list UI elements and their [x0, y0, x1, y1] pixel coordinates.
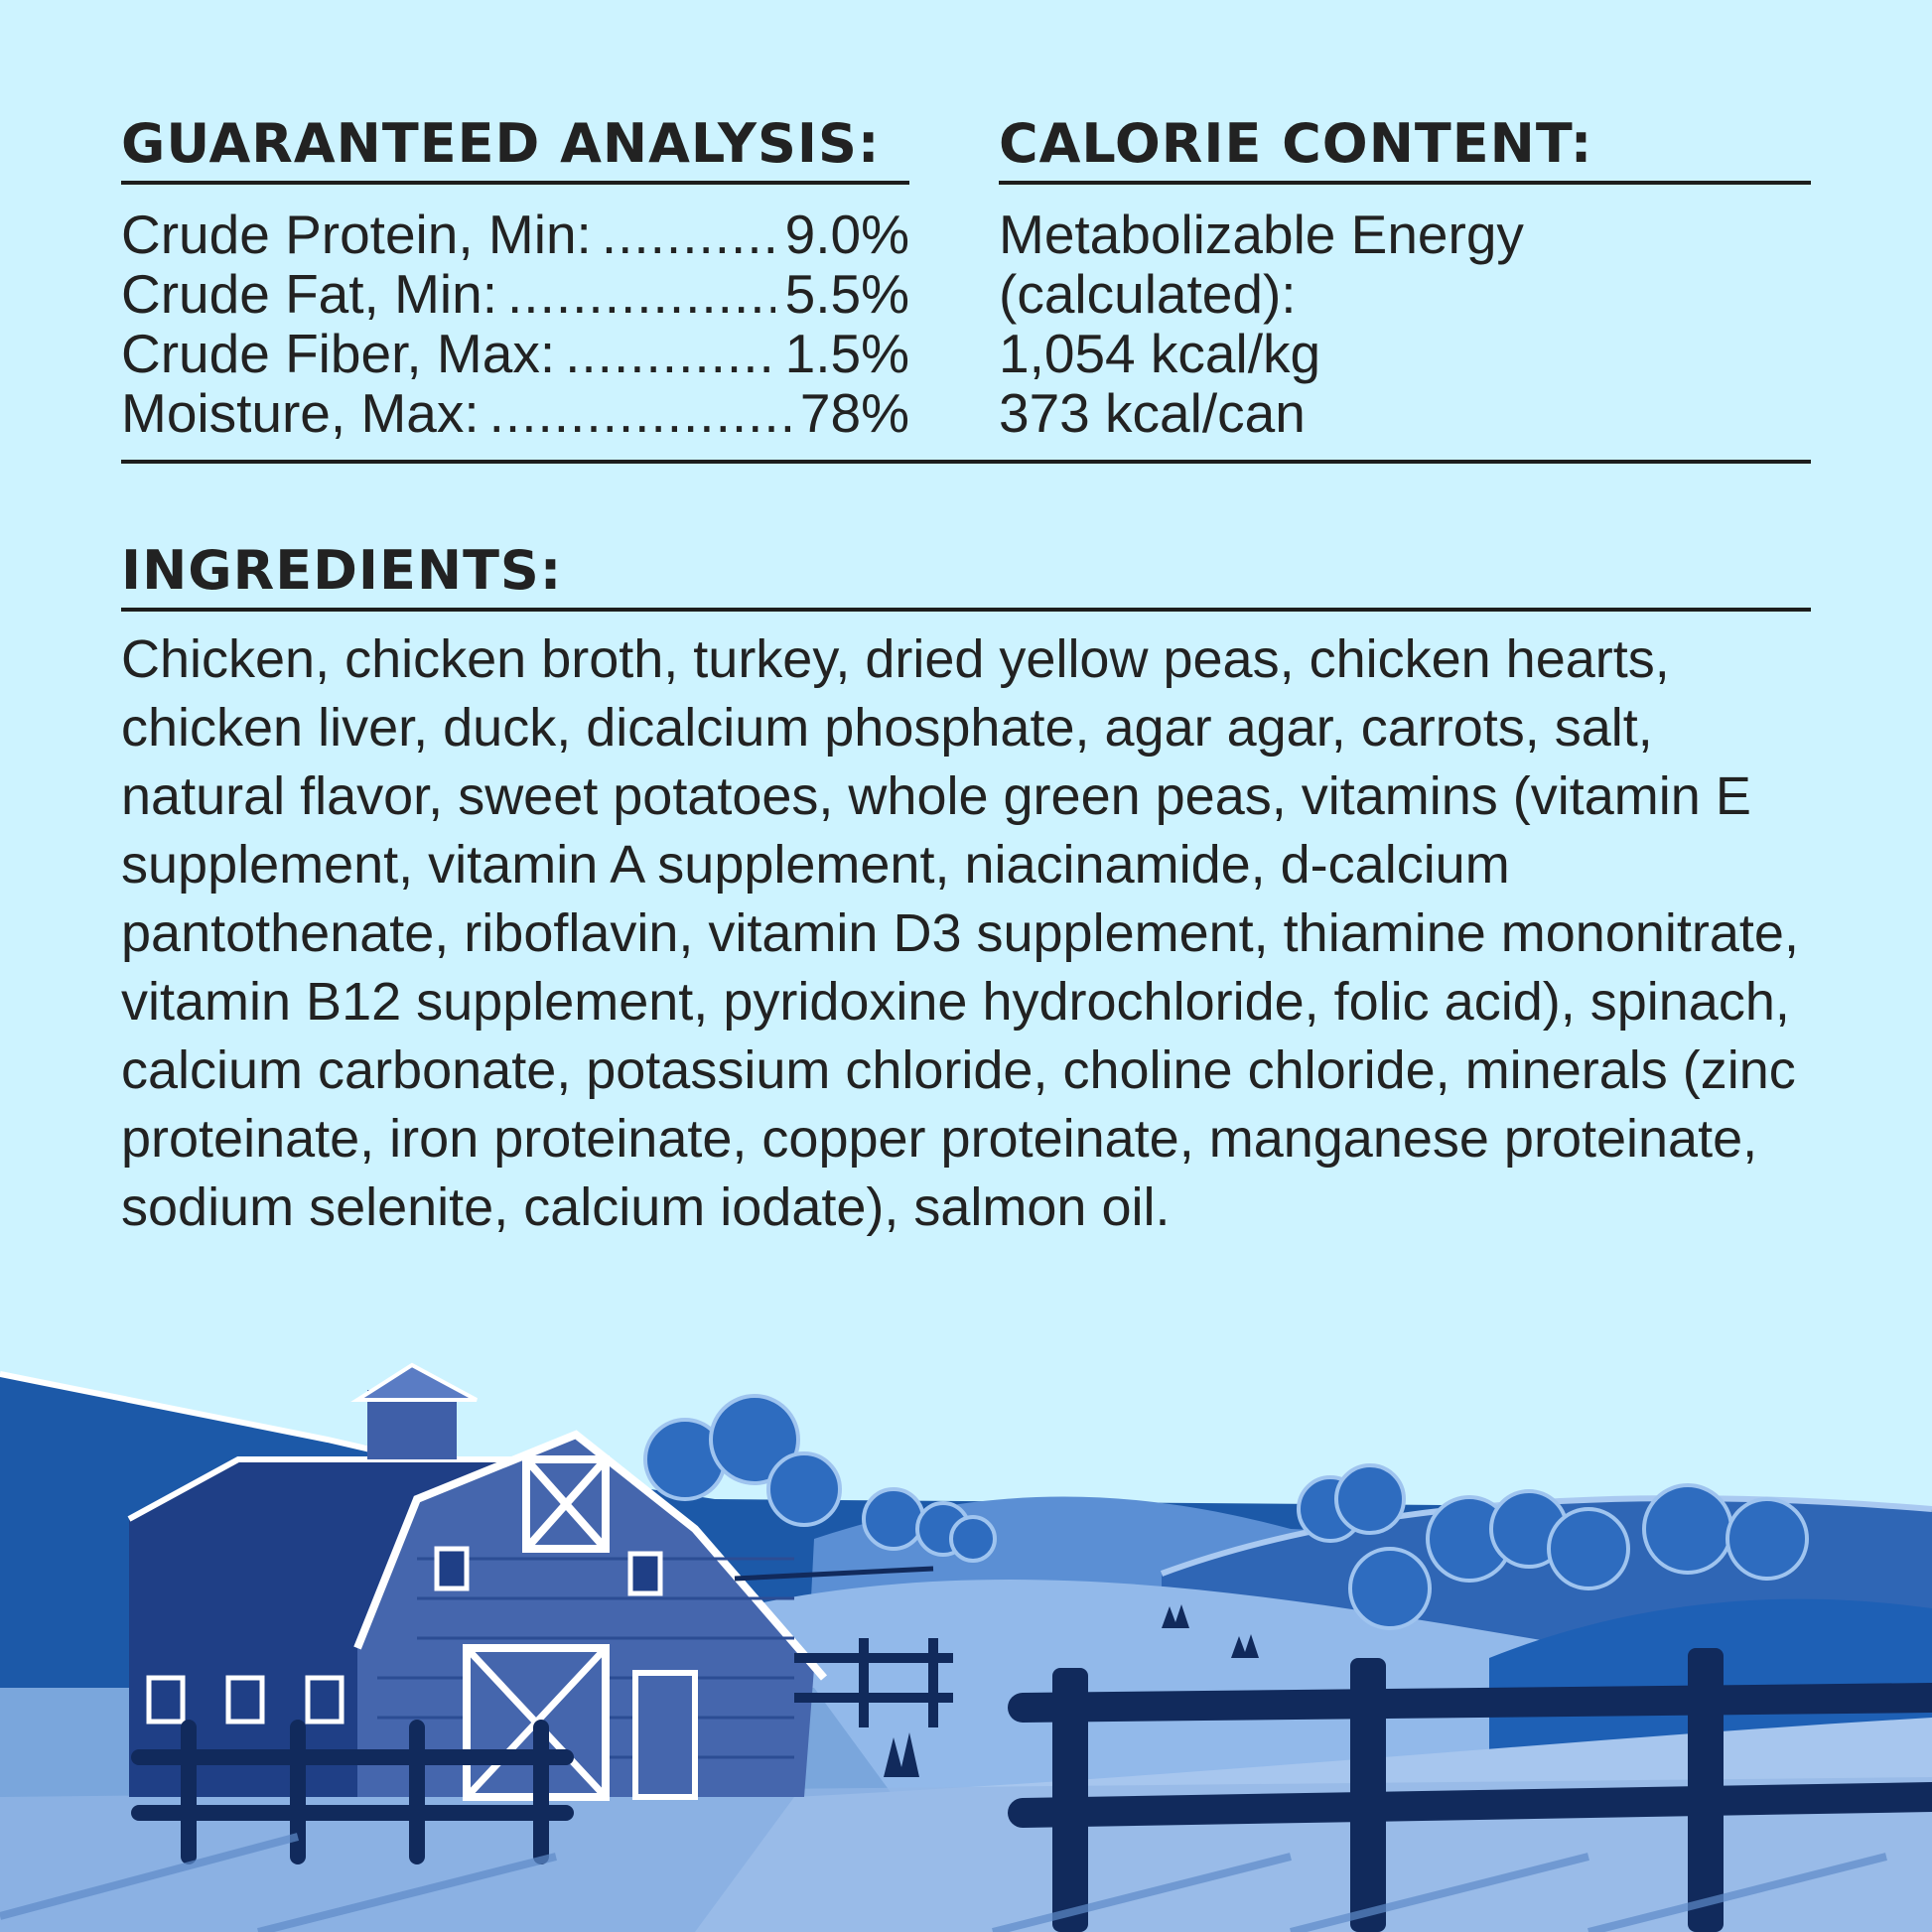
ingredients-heading: INGREDIENTS: [121, 539, 563, 602]
analysis-row-value: 78% [799, 382, 909, 444]
guaranteed-analysis-table [121, 205, 909, 443]
analysis-row-label: Moisture, Max: [121, 382, 480, 444]
section-divider [121, 460, 1811, 464]
leader-dots [489, 383, 790, 443]
leader-dots [507, 264, 775, 324]
guaranteed-analysis-rule [121, 181, 909, 185]
analysis-row-label: Crude Protein, Min: [121, 204, 592, 265]
calorie-line: Metabolizable Energy [999, 204, 1524, 265]
calorie-line: 1,054 kcal/kg [999, 323, 1321, 384]
analysis-row [121, 205, 909, 264]
analysis-row [121, 383, 909, 443]
analysis-row-value: 9.0% [784, 204, 909, 265]
farm-scene-illustration [0, 1360, 1932, 1932]
calorie-line: 373 kcal/can [999, 382, 1306, 444]
analysis-row [121, 264, 909, 324]
analysis-row-label: Crude Fiber, Max: [121, 323, 556, 384]
analysis-row-label: Crude Fat, Min: [121, 263, 498, 325]
guaranteed-analysis-heading: GUARANTEED ANALYSIS: [121, 112, 881, 175]
analysis-row-value: 1.5% [784, 323, 909, 384]
calorie-line: (calculated): [999, 263, 1297, 325]
leader-dots [565, 324, 775, 383]
ingredients-rule [121, 608, 1811, 612]
calorie-content-lines [999, 205, 1524, 443]
calorie-content-heading: CALORIE CONTENT: [999, 112, 1593, 175]
leader-dots [602, 205, 775, 264]
analysis-row [121, 324, 909, 383]
calorie-content-rule [999, 181, 1811, 185]
analysis-row-value: 5.5% [784, 263, 909, 325]
ingredients-text: Chicken, chicken broth, turkey, dried yellow peas, chicken hearts, chicken liver, duck, dicalcium phosphate, agar agar, carrots, salt, natural flavor, sweet potatoes, whole green peas, vitamins (vitamin E supplement, vitamin A supplement, niacinamide, d-calcium pantothenate, riboflavin, vitamin D3 supplement, thiamine mononitrate, vitamin B12 supplement, pyridoxine hydrochloride, folic acid), spinach, calcium carbonate, potassium chloride, choline chloride, minerals (zinc proteinate, iron proteinate, copper proteinate, manganese proteinate, sodium selenite, calcium iodate), salmon oil. [121, 629, 1799, 1237]
